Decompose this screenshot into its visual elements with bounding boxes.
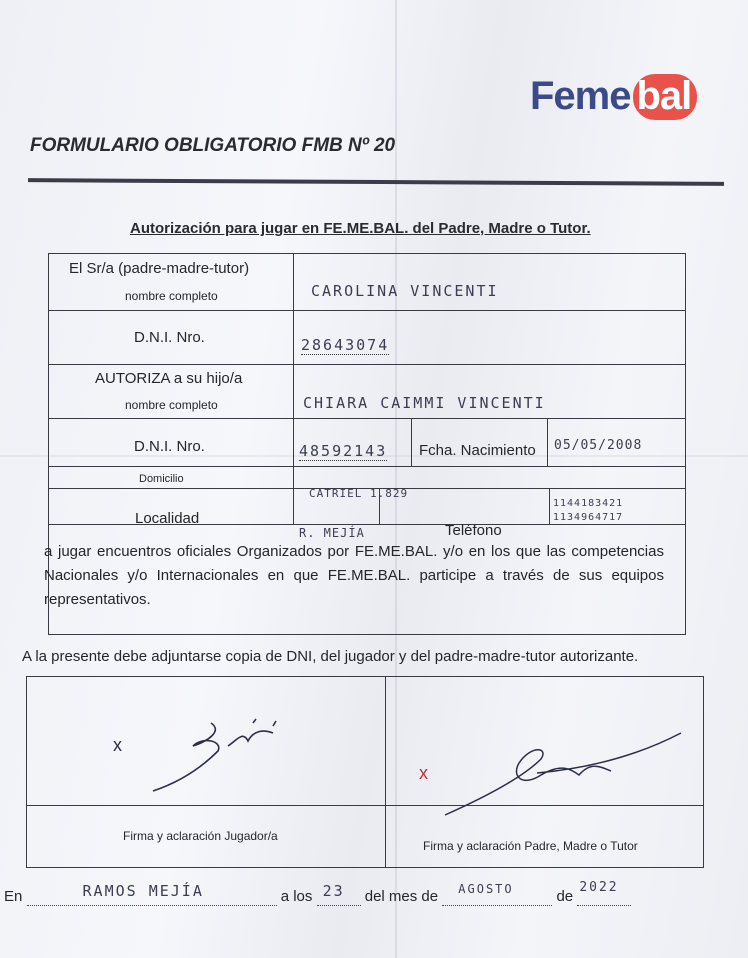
parent-signature xyxy=(441,729,691,819)
phone-2-value: 1134964717 xyxy=(553,512,624,523)
footer-month-value: AGOSTO xyxy=(458,882,514,896)
phone-1-value: 1144183421 xyxy=(553,498,624,509)
player-signature-caption: Firma y aclaración Jugador/a xyxy=(123,829,278,843)
city-value: R. MEJÍA xyxy=(299,526,365,540)
player-signature xyxy=(123,711,293,801)
signature-box xyxy=(26,676,704,868)
parent-dni-value: 28643074 xyxy=(301,336,390,354)
footer-del-mes-label: del mes de xyxy=(364,888,439,905)
col-divider xyxy=(411,418,412,466)
authorization-paragraph: a jugar encuentros oficiales Organizados por FE.ME.BAL. y/o en los que las competencias Nacionales y/o Internacionales en que FE.ME.BAL. participe a través de sus equipos representativos. xyxy=(44,543,664,608)
col-divider xyxy=(293,254,294,524)
attachment-note: A la presente debe adjuntarse copia de DNI, del jugador y del padre-madre-tutor autorizante. xyxy=(22,648,639,665)
parent-name-value: CAROLINA VINCENTI xyxy=(311,282,499,300)
col-divider xyxy=(547,418,548,466)
phone-label: Teléfono xyxy=(445,522,502,539)
parent-dni-label: D.N.I. Nro. xyxy=(134,329,205,346)
address-label: Domicilio xyxy=(139,473,184,485)
child-name-value: CHIARA CAIMMI VINCENTI xyxy=(303,394,546,412)
footer-place-value: RAMOS MEJÍA xyxy=(82,882,204,900)
footer-year-value: 2022 xyxy=(579,880,619,895)
birth-date-value: 05/05/2008 xyxy=(554,438,643,453)
child-dni-label: D.N.I. Nro. xyxy=(134,438,205,455)
child-dni-value: 48592143 xyxy=(299,442,388,460)
row-divider xyxy=(49,466,685,467)
parent-sublabel: nombre completo xyxy=(125,289,218,303)
parent-sign-mark: x xyxy=(419,763,428,783)
footer-de-label: de xyxy=(556,888,574,905)
footer-year-field xyxy=(577,880,631,906)
form-subtitle: Autorización para jugar en FE.ME.BAL. del Padre, Madre o Tutor. xyxy=(130,220,591,237)
child-label: AUTORIZA a su hijo/a xyxy=(95,370,243,387)
row-divider xyxy=(49,418,685,419)
parent-label: El Sr/a (padre-madre-tutor) xyxy=(69,260,250,277)
logo-text-part1: Feme xyxy=(530,74,631,118)
birth-date-label: Fcha. Nacimiento xyxy=(419,442,536,459)
row-divider xyxy=(49,364,685,365)
child-sublabel: nombre completo xyxy=(125,398,218,412)
footer-day-value: 23 xyxy=(322,882,345,900)
city-label: Localidad xyxy=(135,510,200,527)
row-divider xyxy=(49,310,685,311)
footer-line xyxy=(4,880,631,906)
footer-en-label: En xyxy=(4,888,23,905)
player-sign-mark: x xyxy=(113,735,122,755)
footer-place-field xyxy=(27,882,277,906)
address-value: CATRIEL 1.829 xyxy=(309,487,409,500)
footer-month-field xyxy=(442,882,552,906)
logo-text-part2: bal xyxy=(633,74,698,120)
col-divider xyxy=(549,488,550,524)
signature-divider xyxy=(385,677,386,867)
femebal-logo xyxy=(530,74,697,119)
footer-day-field xyxy=(317,882,361,906)
form-title: FORMULARIO OBLIGATORIO FMB Nº 20 xyxy=(30,135,396,156)
footer-a-los-label: a los xyxy=(280,888,313,905)
parent-signature-caption: Firma y aclaración Padre, Madre o Tutor xyxy=(423,839,638,853)
